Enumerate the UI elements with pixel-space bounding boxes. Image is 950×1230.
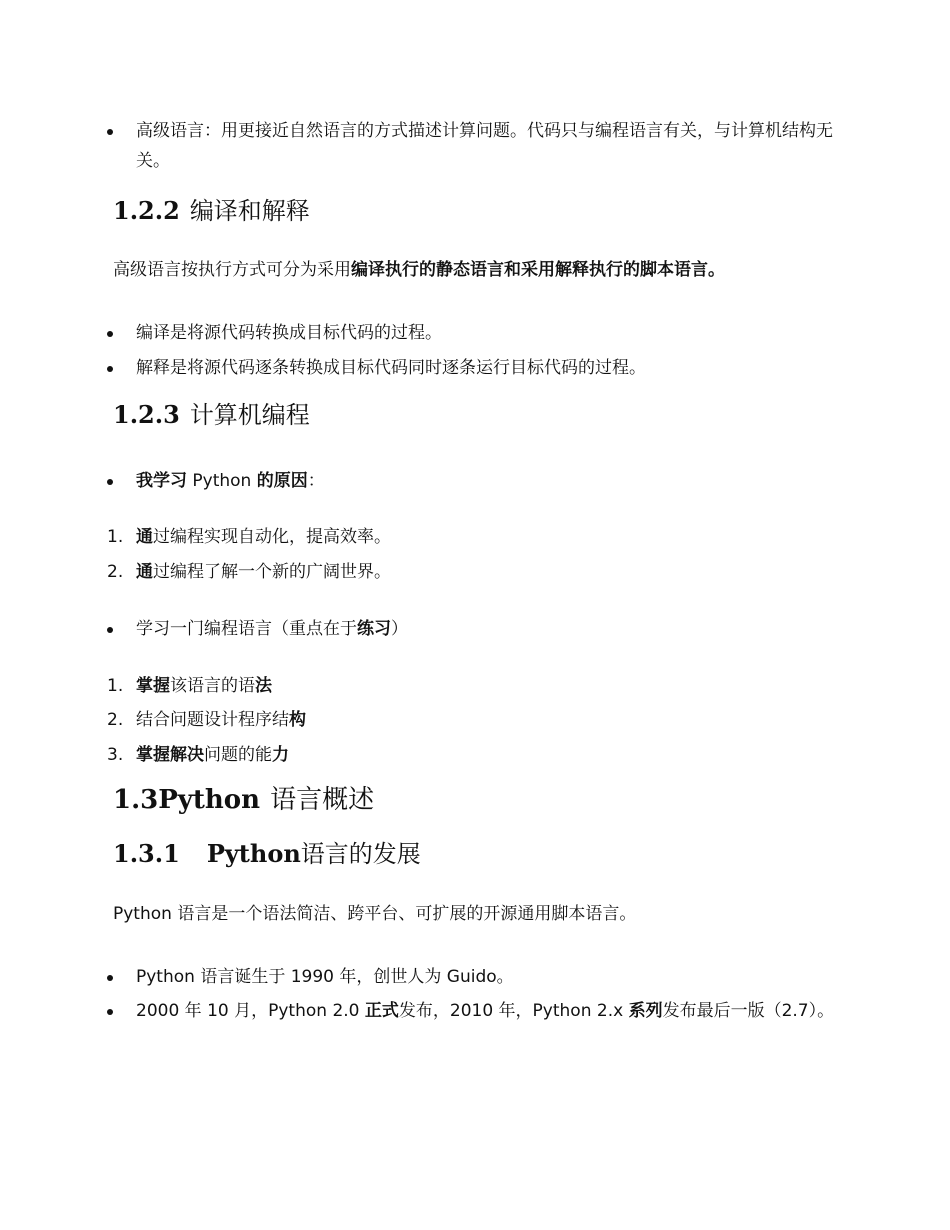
- bullet-text-python: Python: [192, 471, 252, 491]
- bullet-dot-icon: [107, 975, 113, 981]
- bullet-text: 高级语言：用更接近自然语言的方式描述计算问题。代码只与编程语言有关，与计算机结构无关。: [136, 121, 833, 171]
- bullet-learn-language: [107, 614, 837, 644]
- list-marker: 2.: [107, 710, 124, 730]
- heading-python: Python: [206, 839, 301, 868]
- item-text: 结合问题设计程序结: [136, 710, 289, 730]
- bullet-python-born: [107, 962, 837, 992]
- bullet-python-versions: [107, 996, 837, 1026]
- bullet-text-colon: ：: [307, 471, 325, 491]
- bullet-compile: [107, 318, 837, 348]
- heading-number: 1.3.1: [113, 839, 180, 868]
- bullet-dot-icon: [107, 366, 113, 372]
- bullet-dot-icon: [107, 331, 113, 337]
- heading-1-3-1: [113, 838, 421, 870]
- item-text: 过编程实现自动化，提高效率。: [153, 527, 391, 547]
- bullet-text-bold: 系列: [628, 1001, 663, 1021]
- bullet-dot-icon: [107, 479, 113, 485]
- heading-text: 语言概述: [270, 785, 375, 815]
- list-marker: 1.: [107, 676, 124, 696]
- heading-1-2-2: [113, 195, 310, 227]
- bullet-interpret: [107, 353, 837, 383]
- bullet-text: ）: [391, 619, 408, 639]
- bullet-dot-icon: [107, 129, 113, 135]
- bullet-high-level-language: [107, 116, 837, 176]
- item-text: 过编程了解一个新的广阔世界。: [153, 562, 391, 582]
- bullet-text-bold: 正式: [364, 1001, 399, 1021]
- paragraph-python-intro: [113, 901, 853, 927]
- item-text-bold: 通: [136, 527, 153, 547]
- heading-number: 1.2.3: [113, 400, 180, 429]
- list-marker: 1.: [107, 527, 124, 547]
- bullet-text: 解释是将源代码逐条转换成目标代码同时逐条运行目标代码的过程。: [136, 358, 646, 378]
- numbered-item: [107, 743, 837, 767]
- heading-text: 编译和解释: [189, 197, 310, 225]
- item-text: 该语言的语: [170, 676, 255, 696]
- numbered-item: [107, 708, 837, 732]
- heading-text: 语言的发展: [300, 840, 421, 868]
- bullet-text: 学习一门编程语言（重点在于: [136, 619, 357, 639]
- item-text: 问题的能: [204, 745, 272, 765]
- heading-number: 1.3Python: [113, 785, 261, 815]
- numbered-item: [107, 674, 837, 698]
- list-marker: 3.: [107, 745, 124, 765]
- bullet-text: 2000 年 10 月，Python 2.0: [136, 1001, 365, 1021]
- bullet-dot-icon: [107, 627, 113, 633]
- paragraph-text-plain: 高级语言按执行方式可分为采用: [113, 260, 351, 280]
- bullet-text: 发布最后一版（2.7）。: [662, 1001, 835, 1021]
- heading-1-3: [113, 784, 374, 816]
- bullet-text-bold: 的原因: [256, 471, 308, 491]
- bullet-why-python: [107, 466, 837, 496]
- numbered-item: [107, 525, 837, 549]
- bullet-text-bold: 我学习: [136, 471, 187, 491]
- heading-text: 计算机编程: [189, 401, 310, 429]
- bullet-text: 编译是将源代码转换成目标代码的过程。: [136, 323, 442, 343]
- item-text-bold: 通: [136, 562, 153, 582]
- bullet-dot-icon: [107, 1009, 113, 1015]
- heading-number: 1.2.2: [113, 196, 180, 225]
- heading-1-2-3: [113, 399, 310, 431]
- item-text-bold: 掌握: [136, 676, 170, 696]
- list-marker: 2.: [107, 562, 124, 582]
- bullet-text: Python 语言诞生于 1990 年，创世人为 Guido。: [136, 967, 514, 987]
- item-text-bold: 法: [255, 676, 272, 696]
- paragraph-text-bold: 编译执行的静态语言和采用解释执行的脚本语言。: [351, 260, 725, 280]
- item-text-bold: 力: [272, 745, 289, 765]
- numbered-item: [107, 560, 837, 584]
- paragraph-execution-modes: [113, 257, 853, 283]
- paragraph-text: Python 语言是一个语法简洁、跨平台、可扩展的开源通用脚本语言。: [113, 904, 637, 924]
- item-text-bold: 掌握解决: [136, 745, 204, 765]
- item-text-bold: 构: [289, 710, 306, 730]
- bullet-text: 发布，2010 年，Python 2.x: [398, 1001, 629, 1021]
- bullet-text-bold: 练习: [357, 619, 391, 639]
